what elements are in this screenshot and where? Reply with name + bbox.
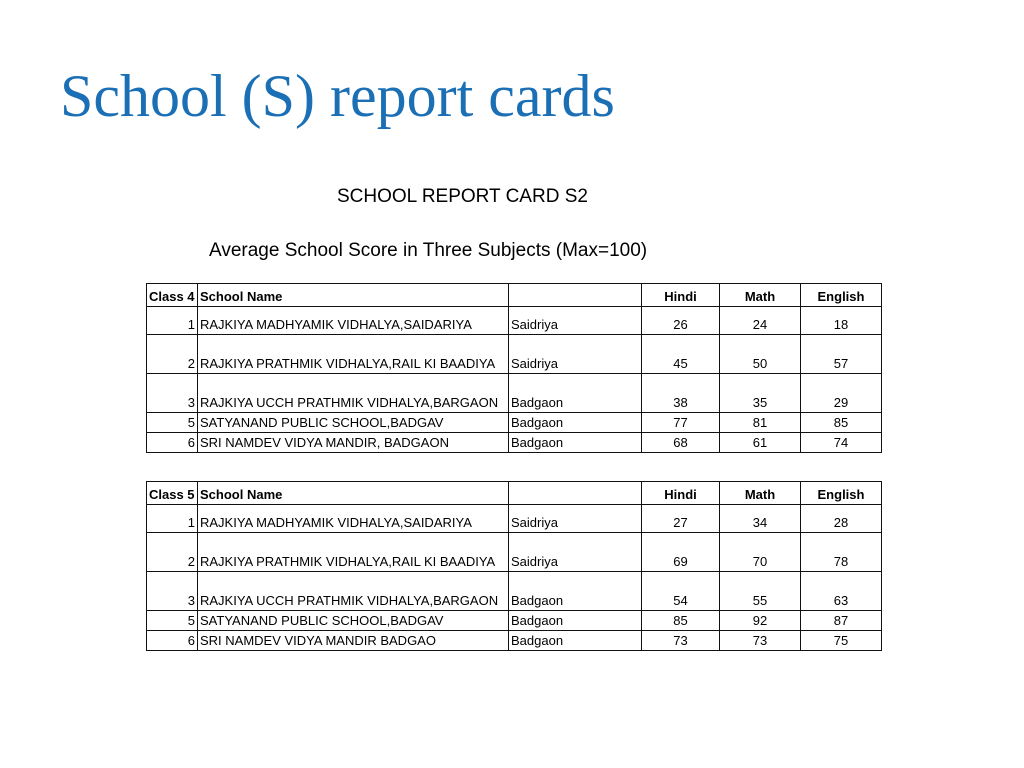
table-row [147, 335, 882, 374]
table-row [147, 533, 882, 572]
village-name: Saidriya [509, 335, 642, 374]
report-card-subtitle: Average School Score in Three Subjects (Max=100) [209, 240, 648, 261]
school-name: RAJKIYA MADHYAMIK VIDHALYA,SAIDARIYA [198, 307, 509, 335]
class-4-score-table [146, 283, 882, 453]
village-name: Badgaon [509, 631, 642, 651]
village-name: Badgaon [509, 374, 642, 413]
english-score: 87 [801, 611, 882, 631]
school-number: 3 [147, 374, 198, 413]
school-number: 5 [147, 611, 198, 631]
hindi-score: 27 [642, 505, 720, 533]
math-score: 24 [720, 307, 801, 335]
math-score: 35 [720, 374, 801, 413]
table-row [147, 413, 882, 433]
english-score: 78 [801, 533, 882, 572]
math-score: 34 [720, 505, 801, 533]
school-name: SATYANAND PUBLIC SCHOOL,BADGAV [198, 611, 509, 631]
school-name: RAJKIYA UCCH PRATHMIK VIDHALYA,BARGAON [198, 374, 509, 413]
school-number: 3 [147, 572, 198, 611]
report-card-title: SCHOOL REPORT CARD S2 [337, 186, 588, 207]
math-score: 81 [720, 413, 801, 433]
school-name: RAJKIYA PRATHMIK VIDHALYA,RAIL KI BAADIYA [198, 533, 509, 572]
english-score: 57 [801, 335, 882, 374]
math-score: 92 [720, 611, 801, 631]
hindi-score: 38 [642, 374, 720, 413]
hindi-header: Hindi [642, 482, 720, 505]
school-name: SATYANAND PUBLIC SCHOOL,BADGAV [198, 413, 509, 433]
math-header: Math [720, 482, 801, 505]
hindi-score: 68 [642, 433, 720, 453]
class-label-header: Class 5 [147, 482, 198, 505]
table-row [147, 611, 882, 631]
math-score: 73 [720, 631, 801, 651]
village-name: Badgaon [509, 611, 642, 631]
hindi-score: 26 [642, 307, 720, 335]
hindi-score: 85 [642, 611, 720, 631]
school-name: RAJKIYA MADHYAMIK VIDHALYA,SAIDARIYA [198, 505, 509, 533]
english-header: English [801, 284, 882, 307]
hindi-score: 45 [642, 335, 720, 374]
village-header [509, 284, 642, 307]
slide-title: School (S) report cards [60, 63, 615, 129]
school-number: 1 [147, 505, 198, 533]
village-header [509, 482, 642, 505]
english-score: 75 [801, 631, 882, 651]
hindi-score: 54 [642, 572, 720, 611]
math-header: Math [720, 284, 801, 307]
village-name: Saidriya [509, 533, 642, 572]
class-label-header: Class 4 [147, 284, 198, 307]
table-row [147, 631, 882, 651]
table-header-row [147, 284, 882, 307]
math-score: 70 [720, 533, 801, 572]
hindi-score: 69 [642, 533, 720, 572]
math-score: 61 [720, 433, 801, 453]
school-name: SRI NAMDEV VIDYA MANDIR, BADGAON [198, 433, 509, 453]
school-number: 2 [147, 335, 198, 374]
english-score: 28 [801, 505, 882, 533]
school-number: 2 [147, 533, 198, 572]
school-name: RAJKIYA PRATHMIK VIDHALYA,RAIL KI BAADIYA [198, 335, 509, 374]
school-number: 6 [147, 631, 198, 651]
school-name: SRI NAMDEV VIDYA MANDIR BADGAO [198, 631, 509, 651]
english-score: 74 [801, 433, 882, 453]
class-5-score-table [146, 481, 882, 651]
school-number: 5 [147, 413, 198, 433]
school-number: 1 [147, 307, 198, 335]
village-name: Saidriya [509, 505, 642, 533]
school-name: RAJKIYA UCCH PRATHMIK VIDHALYA,BARGAON [198, 572, 509, 611]
table-row [147, 307, 882, 335]
village-name: Saidriya [509, 307, 642, 335]
village-name: Badgaon [509, 413, 642, 433]
hindi-score: 73 [642, 631, 720, 651]
english-header: English [801, 482, 882, 505]
hindi-header: Hindi [642, 284, 720, 307]
english-score: 85 [801, 413, 882, 433]
school-name-header: School Name [198, 284, 509, 307]
table-row [147, 505, 882, 533]
village-name: Badgaon [509, 572, 642, 611]
table-row [147, 374, 882, 413]
table-row [147, 572, 882, 611]
table-row [147, 433, 882, 453]
english-score: 63 [801, 572, 882, 611]
english-score: 18 [801, 307, 882, 335]
english-score: 29 [801, 374, 882, 413]
village-name: Badgaon [509, 433, 642, 453]
hindi-score: 77 [642, 413, 720, 433]
math-score: 50 [720, 335, 801, 374]
school-name-header: School Name [198, 482, 509, 505]
table-header-row [147, 482, 882, 505]
math-score: 55 [720, 572, 801, 611]
school-number: 6 [147, 433, 198, 453]
